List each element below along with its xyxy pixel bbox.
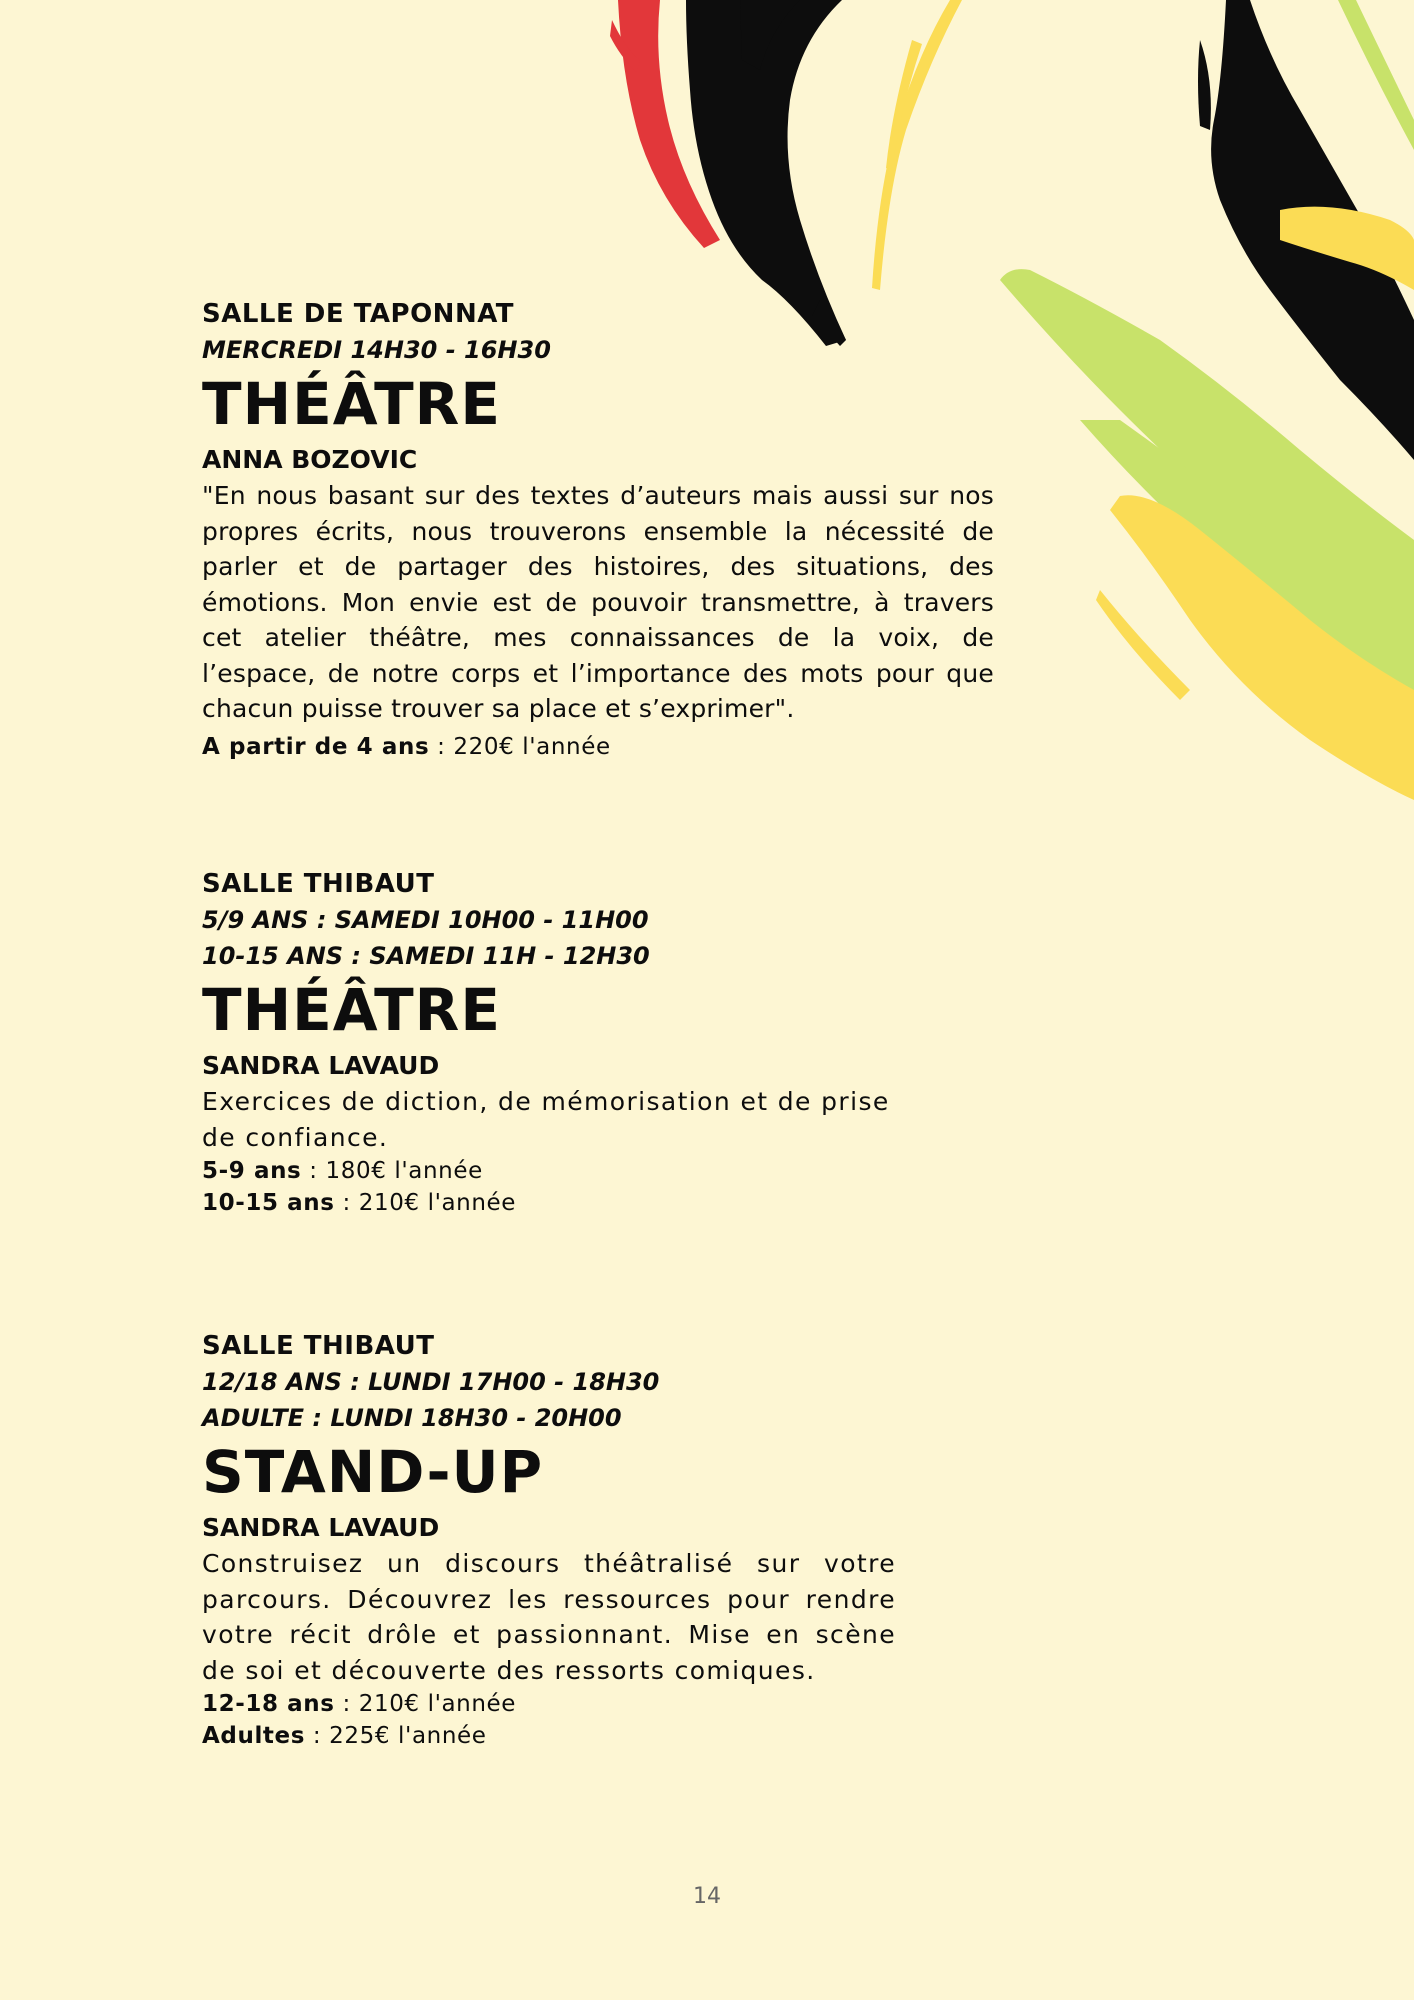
teacher-name: SANDRA LAVAUD bbox=[202, 1513, 440, 1542]
teacher-name: ANNA BOZOVIC bbox=[202, 445, 418, 474]
course-title: THÉÂTRE bbox=[202, 370, 501, 438]
price-line bbox=[202, 731, 994, 763]
venue-label: SALLE DE TAPONNAT bbox=[202, 299, 515, 329]
course-description: Construisez un discours théâtralisé sur votre parcours. Découvrez les ressources pour rendre votre récit drôle et passionnant. Mise en scène de soi et découverte des ressorts comiques. bbox=[202, 1549, 896, 1685]
price-line bbox=[202, 1155, 930, 1187]
venue-label: SALLE THIBAUT bbox=[202, 869, 435, 899]
price-value: : 210€ l'année bbox=[334, 1691, 517, 1717]
course-title: STAND-UP bbox=[202, 1438, 544, 1506]
price-line bbox=[202, 1187, 930, 1219]
schedule-line: ADULTE : LUNDI 18H30 - 20H00 bbox=[202, 1404, 622, 1432]
price-line bbox=[202, 1720, 896, 1752]
price-label: Adultes bbox=[202, 1723, 306, 1749]
price-value: : 180€ l'année bbox=[301, 1158, 483, 1184]
page-number: 14 bbox=[693, 1884, 721, 1909]
course-title: THÉÂTRE bbox=[202, 976, 501, 1044]
course-description: "En nous basant sur des textes d’auteurs mais aussi sur nos propres écrits, nous trouverons ensemble la nécessité de parler et de partager des histoires, des situations, des émotions. Mon envie est de pouvoir transmettre, à travers cet atelier théâtre, mes connaissances de la voix, de l’espace, de notre corps et l’importance des mots pour que chacun puisse trouver sa place et s’exprimer". bbox=[202, 481, 994, 723]
course-section bbox=[202, 1328, 896, 1752]
course-description: Exercices de diction, de mémorisation et de prise de confiance. bbox=[202, 1087, 890, 1152]
schedule-line: 5/9 ANS : SAMEDI 10H00 - 11H00 bbox=[202, 906, 649, 934]
price-value: : 220€ l'année bbox=[429, 733, 611, 760]
schedule-line: 10-15 ANS : SAMEDI 11H - 12H30 bbox=[202, 942, 650, 970]
course-section bbox=[202, 296, 994, 763]
schedule-line: MERCREDI 14H30 - 16H30 bbox=[202, 336, 551, 364]
course-section bbox=[202, 866, 930, 1219]
price-label: 5-9 ans bbox=[202, 1158, 302, 1184]
venue-label: SALLE THIBAUT bbox=[202, 1331, 435, 1361]
teacher-name: SANDRA LAVAUD bbox=[202, 1051, 440, 1080]
price-value: : 210€ l'année bbox=[334, 1190, 517, 1216]
schedule-line: 12/18 ANS : LUNDI 17H00 - 18H30 bbox=[202, 1368, 660, 1396]
price-line bbox=[202, 1688, 896, 1720]
price-label: A partir de 4 ans bbox=[202, 733, 430, 760]
price-value: : 225€ l'année bbox=[305, 1723, 487, 1749]
price-label: 10-15 ans bbox=[202, 1190, 335, 1216]
price-label: 12-18 ans bbox=[202, 1691, 335, 1717]
